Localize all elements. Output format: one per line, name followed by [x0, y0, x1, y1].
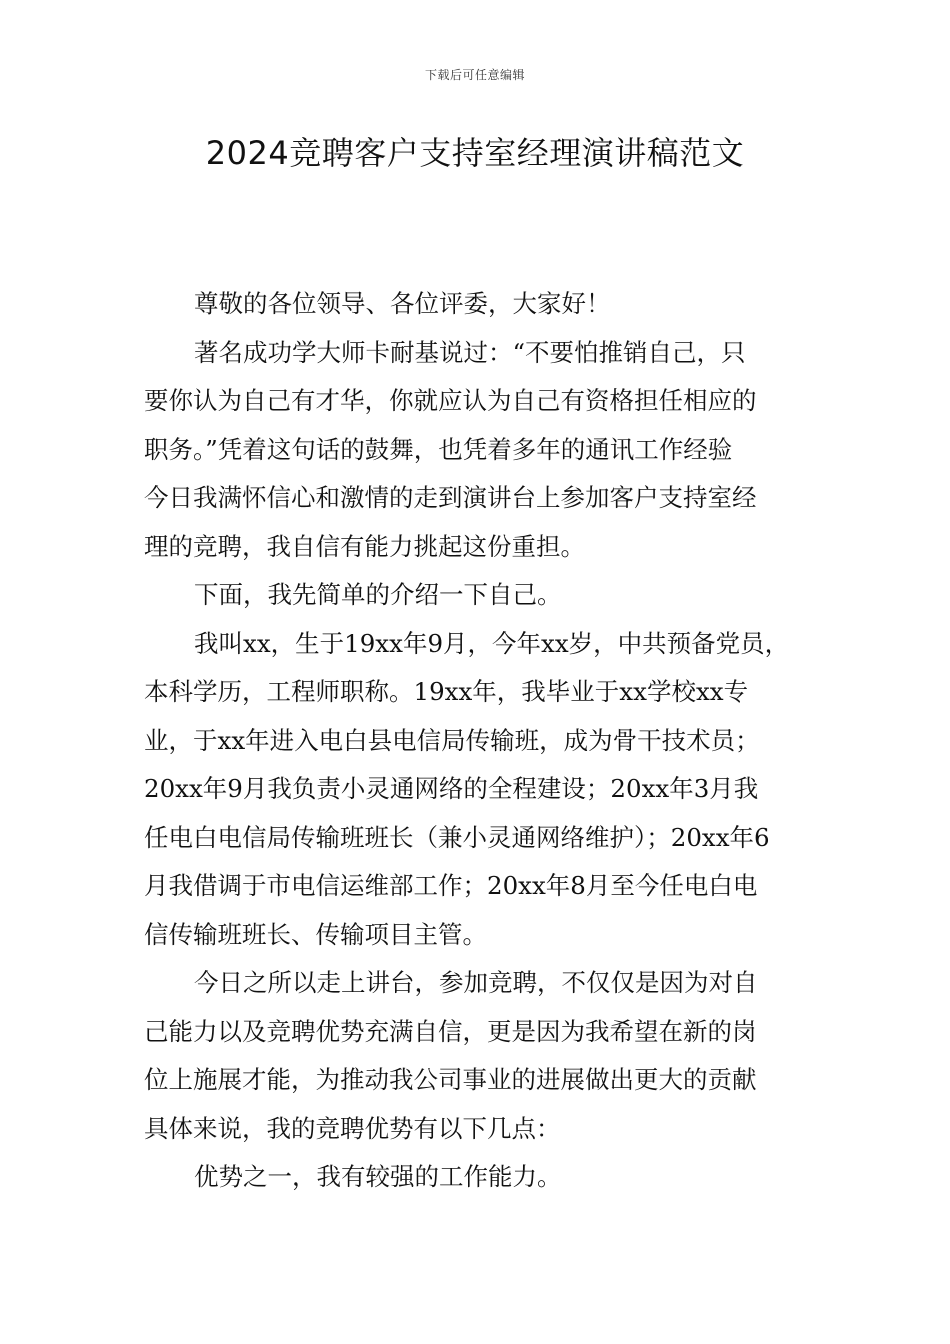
body-line: 理的竞聘，我自信有能力挑起这份重担。	[144, 531, 585, 561]
document-title: 2024竞聘客户支持室经理演讲稿范文	[205, 134, 745, 172]
body-line: 今日我满怀信心和激情的走到演讲台上参加客户支持室经	[144, 483, 757, 512]
header-note: 下载后可任意编辑	[424, 68, 525, 82]
body-line: 业，于xx年进入电白县电信局传输班，成为骨干技术员；	[144, 725, 760, 755]
body-line: 职务。”凭着这句话的鼓舞，也凭着多年的通讯工作经验	[144, 434, 733, 464]
body-line: 我叫xx，生于19xx年9月，今年xx岁，中共预备党员，	[194, 628, 790, 658]
body-line: 要你认为自己有才华，你就应认为自己有资格担任相应的	[144, 386, 757, 415]
body-line: 今日之所以走上讲台，参加竞聘，不仅仅是因为对自	[194, 968, 758, 997]
body-line: 己能力以及竞聘优势充满自信，更是因为我希望在新的岗	[144, 1016, 757, 1046]
body-line: 具体来说，我的竞聘优势有以下几点：	[144, 1113, 561, 1143]
body-line: 20xx年9月我负责小灵通网络的全程建设；20xx年3月我	[144, 774, 759, 803]
body-line: 信传输班班长、传输项目主管。	[144, 919, 487, 949]
body-line: 月我借调于市电信运维部工作；20xx年8月至今任电白电	[144, 871, 758, 900]
body-line: 尊敬的各位领导、各位评委，大家好！	[194, 289, 611, 318]
body-line: 优势之一，我有较强的工作能力。	[194, 1162, 562, 1191]
body-line: 任电白电信局传输班班长（兼小灵通网络维护）；20xx年6	[144, 822, 770, 852]
body-line: 下面，我先简单的介绍一下自己。	[194, 580, 562, 609]
document-body	[144, 280, 812, 1202]
body-line: 著名成功学大师卡耐基说过：“不要怕推销自己，只	[194, 337, 746, 367]
body-line: 本科学历，工程师职称。19xx年，我毕业于xx学校xx专	[144, 677, 749, 706]
body-line: 位上施展才能，为推动我公司事业的进展做出更大的贡献	[144, 1065, 757, 1094]
